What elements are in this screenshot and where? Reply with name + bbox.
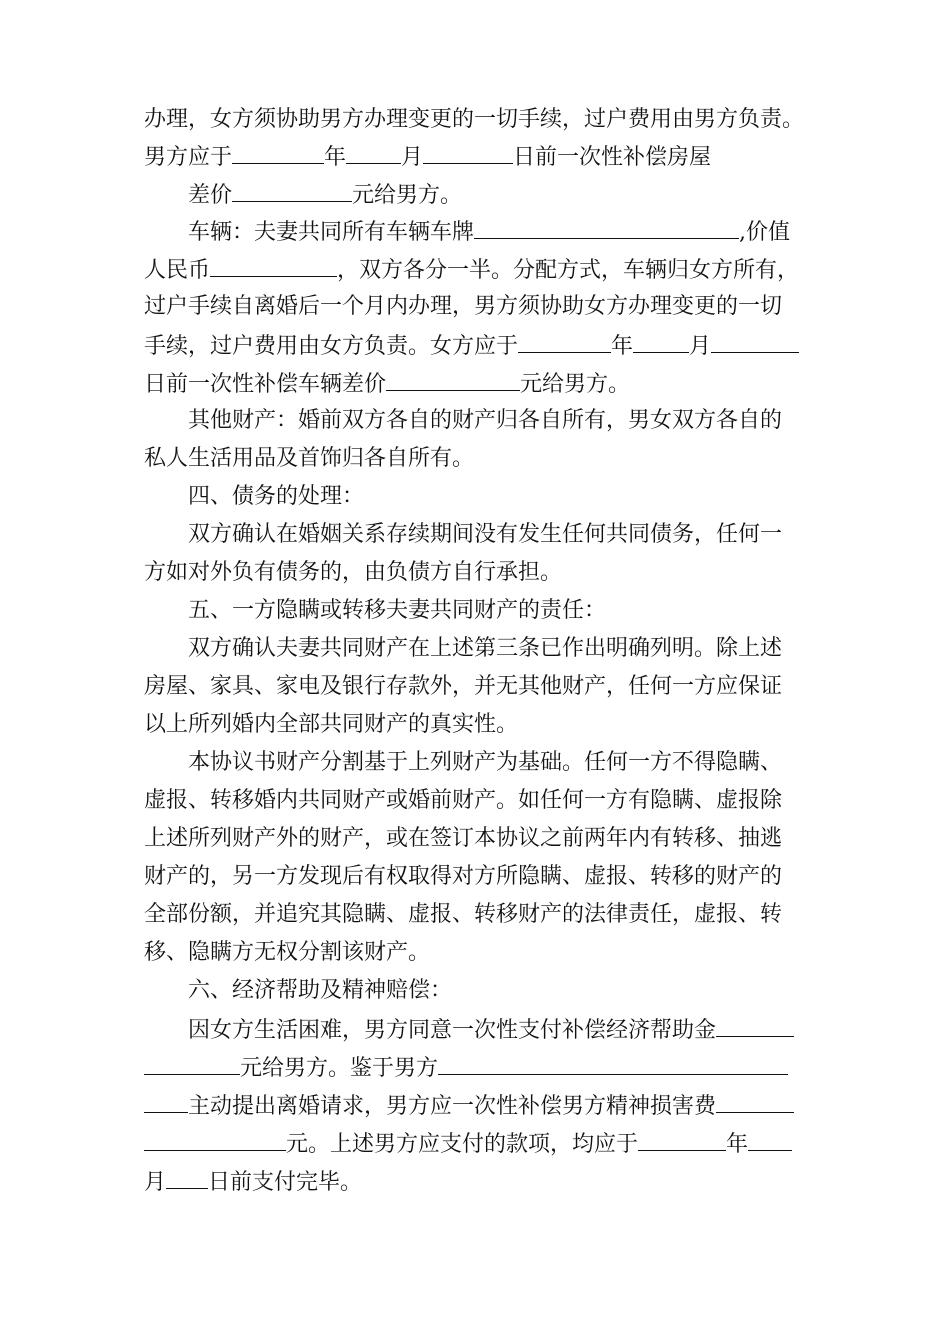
text-segment: 元给男方。: [352, 183, 463, 208]
fill-in-blank: [166, 1166, 208, 1189]
text-line: [144, 1128, 792, 1158]
text-segment: 过户手续自离婚后一个月内办理，男方须协助女方办理变更的一切: [144, 294, 783, 319]
fill-in-blank: [144, 1052, 240, 1075]
text-segment: 财产的，另一方发现后有权取得对方所隐瞒、虚报、转移的财产的: [144, 864, 783, 889]
text-line: [144, 330, 799, 360]
text-segment: 月: [401, 145, 424, 170]
text-line: [144, 900, 782, 930]
text-line: [188, 1014, 794, 1044]
text-segment: 年: [611, 334, 634, 359]
text-line: [144, 672, 782, 702]
text-segment: 人民币: [144, 258, 211, 283]
text-line: [144, 938, 430, 968]
fill-in-blank: [144, 1090, 188, 1113]
text-line: [144, 141, 711, 171]
text-line: [188, 216, 790, 246]
text-segment: 男方应于: [144, 145, 233, 170]
text-line: [188, 406, 782, 436]
text-segment: 元给男方。鉴于男方: [240, 1056, 439, 1081]
fill-in-blank: [144, 1128, 286, 1151]
fill-in-blank: [438, 1052, 788, 1075]
text-line: [144, 824, 782, 854]
text-segment: 虚报、转移婚内共同财产或婚前财产。如任何一方有隐瞒、虚报除: [144, 788, 783, 813]
fill-in-blank: [232, 179, 352, 202]
text-line: [144, 444, 474, 474]
text-line: [144, 254, 799, 284]
fill-in-blank: [346, 141, 401, 164]
text-segment: 其他财产：婚前双方各自的财产归各自所有，男女双方各自的: [188, 408, 783, 433]
text-segment: 办理，女方须协助男方办理变更的一切手续，过户费用由男方负责。: [144, 107, 805, 132]
fill-in-blank: [210, 254, 337, 277]
text-line: [188, 596, 606, 626]
text-segment: 日前一次性补偿房屋: [513, 145, 712, 170]
text-line: [144, 368, 630, 398]
text-line: [144, 1166, 362, 1196]
fill-in-blank: [638, 1128, 726, 1151]
text-segment: 车辆：夫妻共同所有车辆车牌: [188, 220, 475, 245]
text-segment: 五、一方隐瞒或转移夫妻共同财产的责任：: [188, 598, 607, 623]
text-segment: 元。上述男方应支付的款项，均应于: [286, 1132, 639, 1157]
text-segment: 因女方生活困难，男方同意一次性支付补偿经济帮助金: [188, 1018, 717, 1043]
text-line: [188, 520, 782, 550]
fill-in-blank: [716, 1014, 794, 1037]
text-segment: ,价值: [739, 220, 791, 245]
text-line: [188, 634, 782, 664]
text-line: [188, 482, 364, 512]
text-segment: 元给男方。: [520, 372, 631, 397]
text-segment: 双方确认在婚姻关系存续期间没有发生任何共同债务，任何一: [188, 522, 783, 547]
text-line: [188, 748, 782, 778]
text-segment: 房屋、家具、家电及银行存款外，并无其他财产，任何一方应保证: [144, 674, 783, 699]
fill-in-blank: [386, 368, 520, 391]
text-segment: 日前一次性补偿车辆差价: [144, 372, 387, 397]
fill-in-blank: [232, 141, 324, 164]
text-segment: 以上所列婚内全部共同财产的真实性。: [144, 712, 519, 737]
text-segment: 四、债务的处理：: [188, 484, 365, 509]
text-segment: 月: [689, 334, 712, 359]
fill-in-blank: [423, 141, 513, 164]
text-line: [144, 292, 782, 322]
fill-in-blank: [518, 330, 611, 353]
text-segment: 差价: [188, 183, 233, 208]
text-line: [144, 1052, 788, 1082]
fill-in-blank: [633, 330, 689, 353]
fill-in-blank: [711, 330, 799, 353]
text-segment: 全部份额，并追究其隐瞒、虚报、转移财产的法律责任，虚报、转: [144, 902, 783, 927]
text-segment: 方如对外负有债务的，由负债方自行承担。: [144, 560, 563, 585]
text-segment: 本协议书财产分割基于上列财产为基础。任何一方不得隐瞒、: [188, 750, 783, 775]
text-line: [144, 105, 804, 135]
text-segment: 上述所列财产外的财产，或在签订本协议之前两年内有转移、抽逃: [144, 826, 783, 851]
text-segment: 手续，过户费用由女方负责。女方应于: [144, 334, 519, 359]
fill-in-blank: [716, 1090, 794, 1113]
text-line: [188, 179, 462, 209]
text-segment: 年: [324, 145, 347, 170]
text-line: [144, 786, 782, 816]
text-segment: 私人生活用品及首饰归各自所有。: [144, 446, 475, 471]
text-line: [144, 862, 782, 892]
text-segment: 双方确认夫妻共同财产在上述第三条已作出明确列明。除上述: [188, 636, 783, 661]
text-segment: 移、隐瞒方无权分割该财产。: [144, 940, 431, 965]
text-line: [144, 710, 518, 740]
fill-in-blank: [748, 1128, 792, 1151]
fill-in-blank: [474, 216, 739, 239]
text-line: [144, 1090, 794, 1120]
text-segment: 六、经济帮助及精神赔偿：: [188, 978, 453, 1003]
text-line: [188, 976, 452, 1006]
text-segment: 年: [726, 1132, 749, 1157]
text-segment: ，双方各分一半。分配方式，车辆归女方所有，: [337, 258, 800, 283]
text-segment: 主动提出离婚请求，男方应一次性补偿男方精神损害费: [188, 1094, 717, 1119]
text-line: [144, 558, 562, 588]
text-segment: 月: [144, 1170, 167, 1195]
text-segment: 日前支付完毕。: [208, 1170, 363, 1195]
